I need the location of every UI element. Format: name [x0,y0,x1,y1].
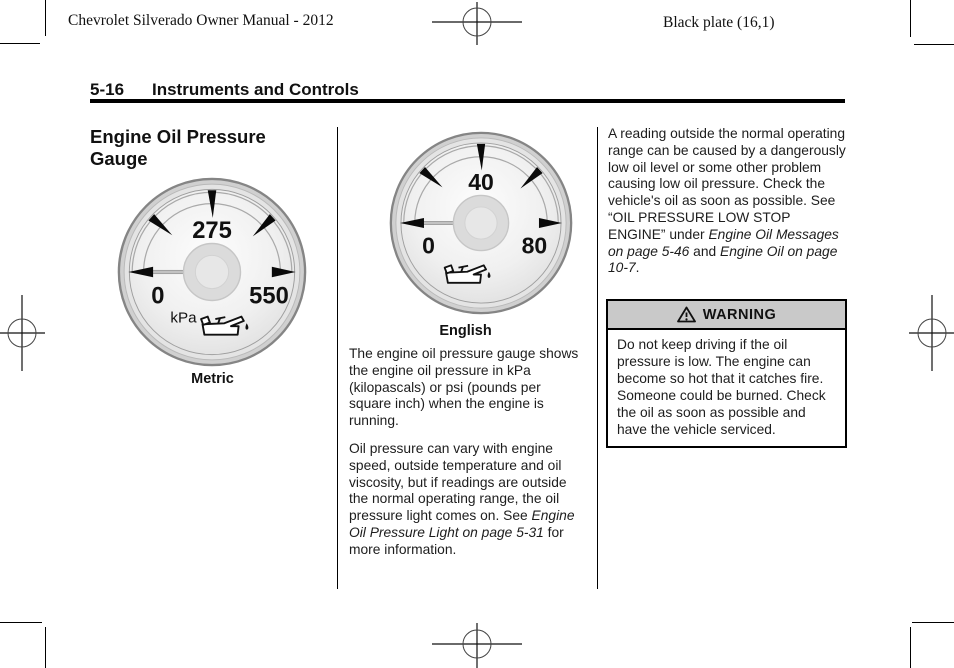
oil-pressure-gauge-metric [117,177,307,367]
crop-mark-top-left-v [45,0,46,36]
warning-header [608,301,845,330]
paragraph: Oil pressure can vary with engine speed, outside temperature and oil viscosity, but if readings are outside the normal operating range, the oil pressure light comes on. See Engine Oil Pressure Light on page 5-31 for more information. [349,440,575,557]
registration-mark-bottom [432,623,522,668]
crop-mark-bottom-left-h [0,622,42,623]
column3-text [608,126,848,277]
warning-title: WARNING [702,306,777,323]
warning-body: Do not keep driving if the oil pressure is low. The engine can become so hot that it catches fire. Someone could be burned. Check the oil as soon as possible and have the vehicle serviced. [617,337,826,437]
gauge-caption-metric: Metric [191,371,234,387]
oil-pressure-gauge-english [389,131,573,315]
registration-mark-left [0,295,45,371]
column2-text [349,346,582,559]
section-title: Instruments and Controls [152,80,359,99]
gauge-min-label: 0 [422,232,435,259]
gauge-caption-english: English [439,323,492,339]
paragraph: A reading outside the normal operating range can be caused by a dangerously low oil level or some other problem causing low oil pressure. Check the vehicle's oil as soon as possible. See “OIL PRESSURE LOW STOP ENGINE” under Engine Oil Messages on page 5-46 and Engine Oil on page 10-7. [608,126,846,276]
gauge-max-label: 550 [249,282,289,310]
crop-mark-bottom-right-h [912,622,954,623]
gauge-max-label: 80 [521,232,548,259]
paragraph: The engine oil pressure gauge shows the engine oil pressure in kPa (kilopascals) or psi (pounds per square inch) when the engine is running. [349,346,579,429]
crop-mark-top-left-h [0,43,40,44]
article-title: Engine Oil Pressure Gauge [90,126,266,169]
registration-mark-top [432,0,522,45]
proof-header-right: Black plate (16,1) [663,14,775,31]
crop-mark-top-right-v [910,0,911,37]
crop-mark-top-right-h [914,44,954,45]
column-divider-2 [597,127,598,589]
warning-box [606,299,847,448]
gauge-unit-label: kPa [170,309,197,327]
section-number: 5-16 [90,80,125,99]
gauge-top-label: 275 [192,216,232,244]
registration-mark-right [909,295,954,371]
gauge-top-label: 40 [468,168,494,195]
column-divider-1 [337,127,338,589]
proof-header-left: Chevrolet Silverado Owner Manual - 2012 [68,12,334,29]
section-rule [90,99,845,103]
warning-triangle-icon [677,306,696,323]
crop-mark-bottom-left-v [45,627,46,668]
gauge-min-label: 0 [151,282,165,310]
crop-mark-bottom-right-v [910,627,911,668]
